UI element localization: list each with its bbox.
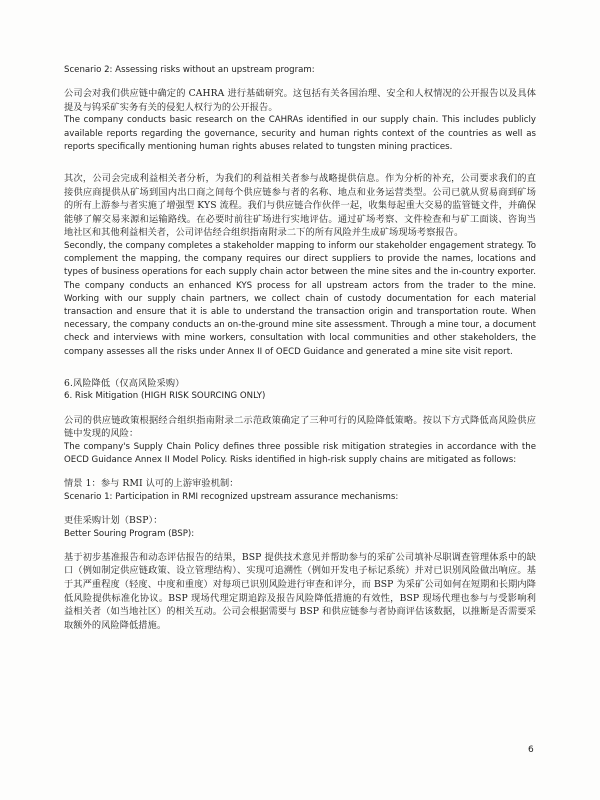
paragraph-1-english: The company conducts basic research on the CAHRAs identified in our supply chain. This includes publicly available reports regarding the governance, security and human rights context of the countries as well as reports specifically mentioning human rights abuses related to tungsten mining practices. [64, 115, 536, 152]
bsp-heading-english: Better Souring Program (BSP): [64, 528, 195, 539]
paragraph-2-english: Secondly, the company completes a stakeholder mapping to inform our stakeholder engagement strategy. To complement the mapping, the company requires our direct suppliers to provide the names, locations and types of business operations for each supply chain actor between the mine sites and the in-country exporter. The company conducts an enhanced KYS process for all upstream actors from the trader to the mine. Working with our supply chain partners, we collect chain of custody documentation for each material transaction and ensure that it is able to understand the transaction origin and transportation route. When necessary, the company conducts an on-the-ground mine site assessment. Through a mine tour, a document check and interviews with mine workers, consultation with local communities and other stakeholders, the company assesses all the risks under Annex II of OECD Guidance and generated a mine site visit report. [64, 240, 536, 357]
page-content [64, 64, 536, 632]
scenario2-heading: Scenario 2: Assessing risks without an upstream program: [64, 65, 315, 75]
section-6-heading-english: 6. Risk Mitigation (HIGH RISK SOURCING ONLY) [64, 391, 266, 402]
section-6-heading-chinese: 6.风险降低（仅高风险采购） [64, 377, 185, 389]
paragraph-3-english: The company's Supply Chain Policy defines three possible risk mitigation strategies in accordance with the OECD Guidance Annex II Model Policy. Risks identified in high-risk supply chains are mitigated as follows: [64, 441, 536, 465]
scenario1-heading-english: Scenario 1: Participation in RMI recognized upstream assurance mechanisms: [64, 491, 399, 502]
paragraph-1-chinese: 公司会对我们供应链中确定的 CAHRA 进行基础研究。这包括有关各国治理、安全和人权情况的公开报告以及具体提及与钨采矿实务有关的侵犯人权行为的公开报告。 [64, 88, 536, 113]
bsp-heading-chinese: 更佳采购计划（BSP）： [64, 514, 163, 526]
paragraph-3-chinese: 公司的供应链政策根据经合组织指南附录二示范政策确定了三种可行的风险降低策略。按以下方式降低高风险供应链中发现的风险： [64, 414, 536, 440]
scenario1-heading-chinese: 情景 1：参与 RMI 认可的上游审验机制： [64, 478, 239, 490]
paragraph-4-chinese: 基于初步基准报告和动态评估报告的结果，BSP 提供技术意见并帮助参与的采矿公司填补尽职调查管理体系中的缺口（例如制定供应链政策、设立管理结构）、实现可追溯性（例如开发电子标记系统）并对已识别风险做出响应。基于其严重程度（轻度、中度和重度）对每项已识别风险进行审查和评分，而 BSP 为采矿公司如何在短期和长期内降低风险提供标准化协议。BSP 现场代理定期追踪及报告风险降低措施的有效性，BSP 现场代理也参与与受影响利益相关者（如当地社区）的相关互动。公司会根据需要与 BSP 和供应链参与者协商评估该数据，以推断是否需要采取额外的风险降低措施。 [64, 551, 536, 631]
paragraph-2-chinese: 其次，公司会完成利益相关者分析，为我们的利益相关者参与战略提供信息。作为分析的补充，公司要求我们的直接供应商提供从矿场到国内出口商之间每个供应链参与者的名称、地点和业务运营类型。公司已就从贸易商到矿场的所有上游参与者实施了增强型 KYS 流程。我们与供应链合作伙伴一起，收集每起重大交易的监管链文件，并确保能够了解交易来源和运输路线。在必要时前往矿场进行实地评估。通过矿场考察、文件检查和与矿工面谈、咨询当地社区和其他利益相关者，公司评估经合组织指南附录二下的所有风险并生成矿场现场考察报告。 [64, 173, 536, 239]
page-number: 6 [528, 745, 534, 755]
